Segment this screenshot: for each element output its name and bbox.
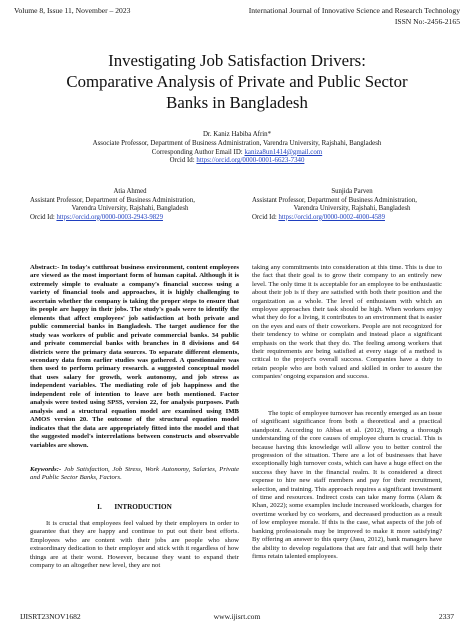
orcid-link[interactable]: https://orcid.org/0000-0003-2943-9829 — [56, 213, 163, 221]
coauthor-left-orcid — [30, 214, 230, 223]
journal-website[interactable]: www.ijisrt.com — [213, 612, 261, 621]
section-number: I. — [97, 503, 102, 511]
orcid-link[interactable]: https://orcid.org/0000-0001-6623-7340 — [196, 157, 305, 165]
orcid-link[interactable]: https://orcid.org/0000-0002-4000-4589 — [278, 213, 385, 221]
volume-issue: Volume 8, Issue 11, November – 2023 — [14, 6, 131, 15]
author-orcid-line — [0, 157, 474, 166]
orcid-label: Orcid Id: — [252, 213, 277, 221]
section-heading — [30, 503, 239, 511]
title-line-1: Investigating Job Satisfaction Drivers: — [108, 51, 366, 70]
right-paragraph-1: taking any commitments into consideration at this time. This is due to the fact that their goal is to grow their company to an entirely new level. The only time it is acceptable for an employee to be enthusiastic about their job is if they are satisfied with both their position and the organization as a whole. The level of enthusiasm with which an employee approaches their task should be high. When workers enjoy what they do for a living, it contributes to an environment that is easier on the eyes and ears of their coworkers. People are not recognized for their tendency to whine or complain and instead place a significant emphasis on the work that they do. The feeling among workers that their requirements are being satisfied at every stage of a method is critical to the project's overall success. Companies have a duty to retain people who are both valued and skilled in order to assure the companies' ongoing expansion and success. — [252, 264, 442, 381]
coauthor-left-role: Assistant Professor, Department of Business Administration, — [30, 196, 195, 204]
coauthor-left — [30, 188, 230, 222]
journal-name: International Journal of Innovative Science and Research Technology — [248, 6, 460, 15]
right-paragraph-2: The topic of employee turnover has recently emerged as an issue of significant significance from both a theoretical and a practical standpoint. According to Abbas et al. (2012), Having a thorough understanding of the core causes of employee churn is crucial. This is because having this knowledge will allow you to better control the progression of the situation. There are a lot of businesses that have exceptionally high turnover costs, which can have a huge effect on the success they have in the financial realm. It is considered a direct expense to hire new staff members and pay for their recruitment, selection, and training. This approach requires a significant investment of time and resources. Indirect costs can take many forms (Alam & Khan, 2022); some examples include increased workloads, charges for overtime worked by co workers, and decreased production as a result of low employee morale. If this is the case, what aspects of the job of banking professionals may be improved to make it more satisfying? By offering an answer to this query (Jasu, 2012), bank managers have the ability to develop regulations that are fair and that will help their firms retain talented employees. — [252, 410, 442, 560]
email-label: Corresponding Author Email ID: — [151, 148, 243, 156]
orcid-label: Orcid Id: — [30, 213, 55, 221]
section-title: INTRODUCTION — [114, 503, 172, 511]
email-link[interactable]: kaniza8un1414@gmail.com — [244, 148, 323, 156]
intro-paragraph: It is crucial that employees feel valued by their employers in order to guarantee that they are happy and continue to put out their best efforts. Employees who are content with their jobs are people who show extraordinary dedication to their employer and stick with it regardless of how things are at their worst. However, because they want to expand their company to an altogether new level, they are not — [30, 520, 239, 570]
title-line-2: Comparative Analysis of Private and Public Sector — [66, 72, 408, 91]
page-number: 2337 — [438, 612, 454, 621]
coauthor-left-name: Atia Ahmed — [113, 188, 147, 195]
coauthor-right-affiliation: Varendra University, Rajshahi, Bangladesh — [293, 205, 411, 213]
issn: ISSN No:-2456-2165 — [394, 17, 460, 26]
abstract: Abstract:- In today's cutthroat business environment, content employees are viewed as the most important form of human capital. Although it is extremely simple to evaluate a company's financial success using a variety of financial tools and approaches, it is highly challenging to ascertain whether the company is taking the proper steps to ensure that its people are happy in their jobs. The study's goals were to identify the elements that affect employees' job satisfaction at both private and public commercial banks in Bangladesh. The target audience for the study was workers of public and private commercial banks. 34 public and private commercial banks with branches in 8 divisions and 64 districts were the primary data sources. To separate different elements, secondary data from earlier studies was gathered. A questionnaire was then used to perform primary research. a suggested conceptual model that uses salary for growth, work autonomy, and job stress as independent variables. The mediating role of job happiness and the independent role of intention to leave are both mentioned. Factor analysis were tested using SPSS, version 22, for analysis purposes. Path analysis and a structural equation model are examined using IMB AMOS version 20. The outcome of the structural equation model indicates that the data are appropriately fitted into the model and that the suggested model's interrelations between constructs and observable variables are shown. — [30, 264, 239, 449]
coauthor-right-orcid — [252, 214, 452, 223]
keywords-label: Keywords:- — [30, 466, 62, 473]
author-affiliation: Associate Professor, Department of Business Administration, Varendra University, Rajshahi, Bangladesh — [92, 139, 382, 147]
coauthor-right — [252, 188, 452, 222]
author-name: Dr. Kaniz Habiba Afrin* — [202, 131, 272, 138]
coauthor-right-name: Sunjida Parven — [331, 188, 373, 195]
author-email-line — [0, 149, 474, 158]
corresponding-author-block — [0, 131, 474, 166]
title-line-3: Banks in Bangladesh — [166, 93, 308, 112]
keywords — [30, 466, 239, 483]
orcid-label: Orcid Id: — [169, 157, 195, 165]
coauthor-right-role: Assistant Professor, Department of Business Administration, — [252, 196, 417, 204]
coauthor-left-affiliation: Varendra University, Rajshahi, Bangladesh — [71, 205, 189, 213]
paper-id: IJISRT23NOV1682 — [20, 612, 81, 621]
keywords-text: Job Satisfaction, Job Stress, Work Autonomy, Salaries, Private and Public Sector Banks, Factors. — [30, 466, 239, 482]
paper-title — [20, 50, 454, 113]
